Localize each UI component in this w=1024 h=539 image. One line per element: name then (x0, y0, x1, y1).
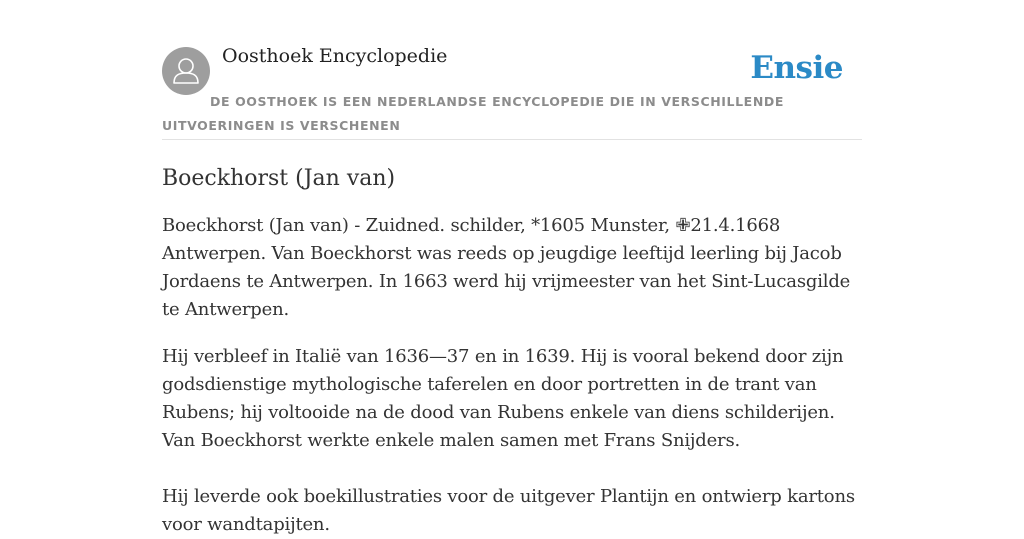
article-paragraph: Hij leverde ook boekillustraties voor de uitgever Plantijn en ontwierp kartons voor wandtapijten. (162, 486, 855, 535)
article (162, 160, 862, 539)
source-name[interactable]: Oosthoek Encyclopedie (222, 45, 448, 67)
source-header (162, 0, 862, 140)
source-avatar[interactable] (162, 47, 210, 95)
source-description: DE OOSTHOEK IS EEN NEDERLANDSE ENCYCLOPEDIE DIE IN VERSCHILLENDE UITVOERINGEN IS VERSCHENEN (162, 94, 784, 133)
article-title: Boeckhorst (Jan van) (162, 166, 396, 191)
article-paragraph: Boeckhorst (Jan van) - Zuidned. schilder, *1605 Munster, ✙21.4.1668 Antwerpen. Van Boeckhorst was reeds op jeugdige leeftijd leerling bij Jacob Jordaens te Antwerpen. In 1663 werd hij vrijmeester van het Sint-Lucasgilde te Antwerpen. (162, 215, 851, 320)
article-paragraph: Hij verbleef in Italië van 1636—37 en in 1639. Hij is vooral bekend door zijn godsdienstige mythologische taferelen en door portretten in de trant van Rubens; hij voltooide na de dood van Rubens enkele van diens schilderijen. Van Boeckhorst werkte enkele malen samen met Frans Snijders. (162, 346, 844, 451)
user-icon (162, 47, 210, 95)
brand-logo[interactable]: Ensie (750, 50, 843, 86)
